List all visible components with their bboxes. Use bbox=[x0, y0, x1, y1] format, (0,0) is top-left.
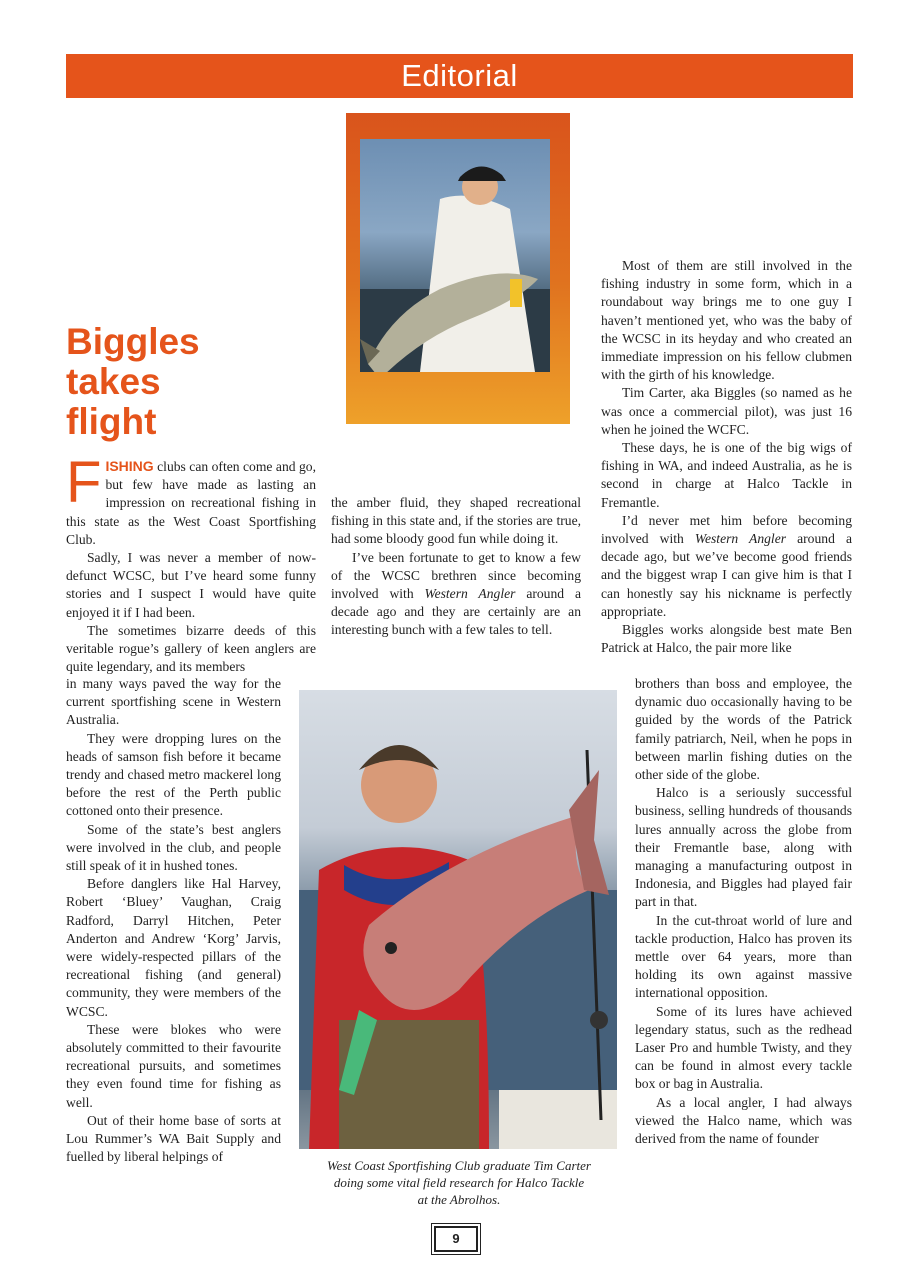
headline-line-2: takes bbox=[66, 361, 161, 402]
paragraph: Sadly, I was never a member of now-defunct WCSC, but I’ve heard some funny stories and I suspect I would have quite enjoyed it if I had been. bbox=[66, 550, 316, 620]
paragraph: Out of their home base of sorts at Lou Rummer’s WA Bait Supply and fuelled by liberal helpings of bbox=[66, 1112, 281, 1165]
magazine-title: Western Angler bbox=[694, 531, 787, 547]
photo-caption bbox=[304, 1157, 614, 1208]
column-3-top bbox=[601, 257, 852, 657]
paragraph: Some of the state’s best anglers were involved in the club, and people still speak of it in hushed tones. bbox=[66, 821, 281, 874]
headline-line-3: flight bbox=[66, 401, 157, 442]
section-banner: Editorial bbox=[66, 54, 853, 98]
paragraph-text: around a decade ago, but we’ve become good friends and the biggest wrap I can give him is that I can honestly say his nickname is perfectly appropriate. bbox=[601, 531, 852, 619]
headline-line-1: Biggles bbox=[66, 321, 200, 362]
photo-tim-carter-snapper bbox=[299, 690, 617, 1149]
paragraph: the amber fluid, they shaped recreational fishing in this state and, if the stories are true, had some bloody good fun while doing it. bbox=[331, 495, 581, 547]
page-number: 9 bbox=[434, 1226, 478, 1252]
paragraph: They were dropping lures on the heads of samson fish before it became trendy and chased metro mackerel long before the rest of the Perth public cottoned onto their presence. bbox=[66, 730, 281, 819]
paragraph: Before danglers like Hal Harvey, Robert ‘Bluey’ Vaughan, Craig Radford, Darryl Hitchen, Peter Anderton and Andrew ‘Korg’ Jarvis, were widely-respected pillars of the recreational fishing (and general) community, they were members of the WCSC. bbox=[66, 876, 281, 1019]
paragraph: These were blokes who were absolutely committed to their favourite recreational pursuits, and sometimes they even found time for fishing as well. bbox=[66, 1021, 281, 1110]
paragraph: Halco is a seriously successful business, selling hundreds of thousands lures annually across the globe from their Fremantle base, along with managing a manufacturing outpost in Indonesia, and Biggles had played fair part in that. bbox=[635, 785, 852, 910]
caption-line: at the Abrolhos. bbox=[417, 1192, 501, 1207]
paragraph bbox=[66, 450, 316, 549]
caption-line: doing some vital field research for Halco Tackle bbox=[333, 1175, 585, 1190]
paragraph: Most of them are still involved in the fishing industry in some form, which in a roundabout way brings me to one guy I haven’t mentioned yet, who was the baby of the WCSC in its heyday and who created an immediate impression on his fellow clubmen with the girth of his knowledge. bbox=[601, 258, 852, 383]
paragraph-text: I’ve been fortunate to get to know a few of the WCSC brethren since becoming involved with bbox=[331, 549, 581, 602]
photo-biggles-barramundi bbox=[346, 113, 570, 424]
paragraph: Biggles works alongside best mate Ben Patrick at Halco, the pair more like bbox=[601, 622, 852, 656]
paragraph: Tim Carter, aka Biggles (so named as he was once a commercial pilot), was just 16 when he joined the WCFC. bbox=[601, 385, 852, 437]
column-1-top bbox=[66, 450, 316, 676]
paragraph-text: I’d never met him before becoming involved with bbox=[601, 512, 852, 547]
caption-line: West Coast Sportfishing Club graduate Tim Carter bbox=[327, 1158, 591, 1173]
lead-in: ISHING bbox=[105, 458, 154, 474]
paragraph: The sometimes bizarre deeds of this veritable rogue’s gallery of keen anglers are quite legendary, and its members bbox=[66, 622, 316, 675]
paragraph: These days, he is one of the big wigs of fishing in WA, and indeed Australia, as he is second in charge at Halco Tackle in Fremantle. bbox=[601, 440, 852, 510]
paragraph-text: clubs can often come and go, but few have made as lasting an impression on recreational fishing in this state as the West Coast Sportfishing Club. bbox=[66, 459, 316, 547]
paragraph: in many ways paved the way for the current sportfishing scene in Western Australia. bbox=[66, 676, 281, 728]
column-2 bbox=[331, 494, 581, 640]
column-1-bottom bbox=[66, 675, 281, 1166]
magazine-title: Western Angler bbox=[424, 586, 516, 602]
paragraph: As a local angler, I had always viewed the Halco name, which was derived from the name of founder bbox=[635, 1094, 852, 1147]
drop-cap: F bbox=[66, 450, 102, 515]
paragraph: brothers than boss and employee, the dynamic duo occasionally having to be guided by the words of the Patrick family patriarch, Neil, when he pops in between marlin fishing duties on the other side of the globe. bbox=[635, 676, 852, 783]
paragraph: Some of its lures have achieved legendary status, such as the redhead Laser Pro and humble Twisty, and they can be found in almost every tackle box or bag in Australia. bbox=[635, 1003, 852, 1092]
paragraph-text: around a decade ago and they are certainly are an interesting bunch with a few tales to tell. bbox=[331, 586, 581, 638]
paragraph: In the cut-throat world of lure and tackle production, Halco has proven its mettle over 64 years, more than holding its own against massive international opposition. bbox=[635, 912, 852, 1001]
paragraph bbox=[331, 549, 581, 640]
column-3-bottom bbox=[635, 675, 852, 1148]
article-headline bbox=[66, 322, 306, 442]
paragraph bbox=[601, 512, 852, 621]
